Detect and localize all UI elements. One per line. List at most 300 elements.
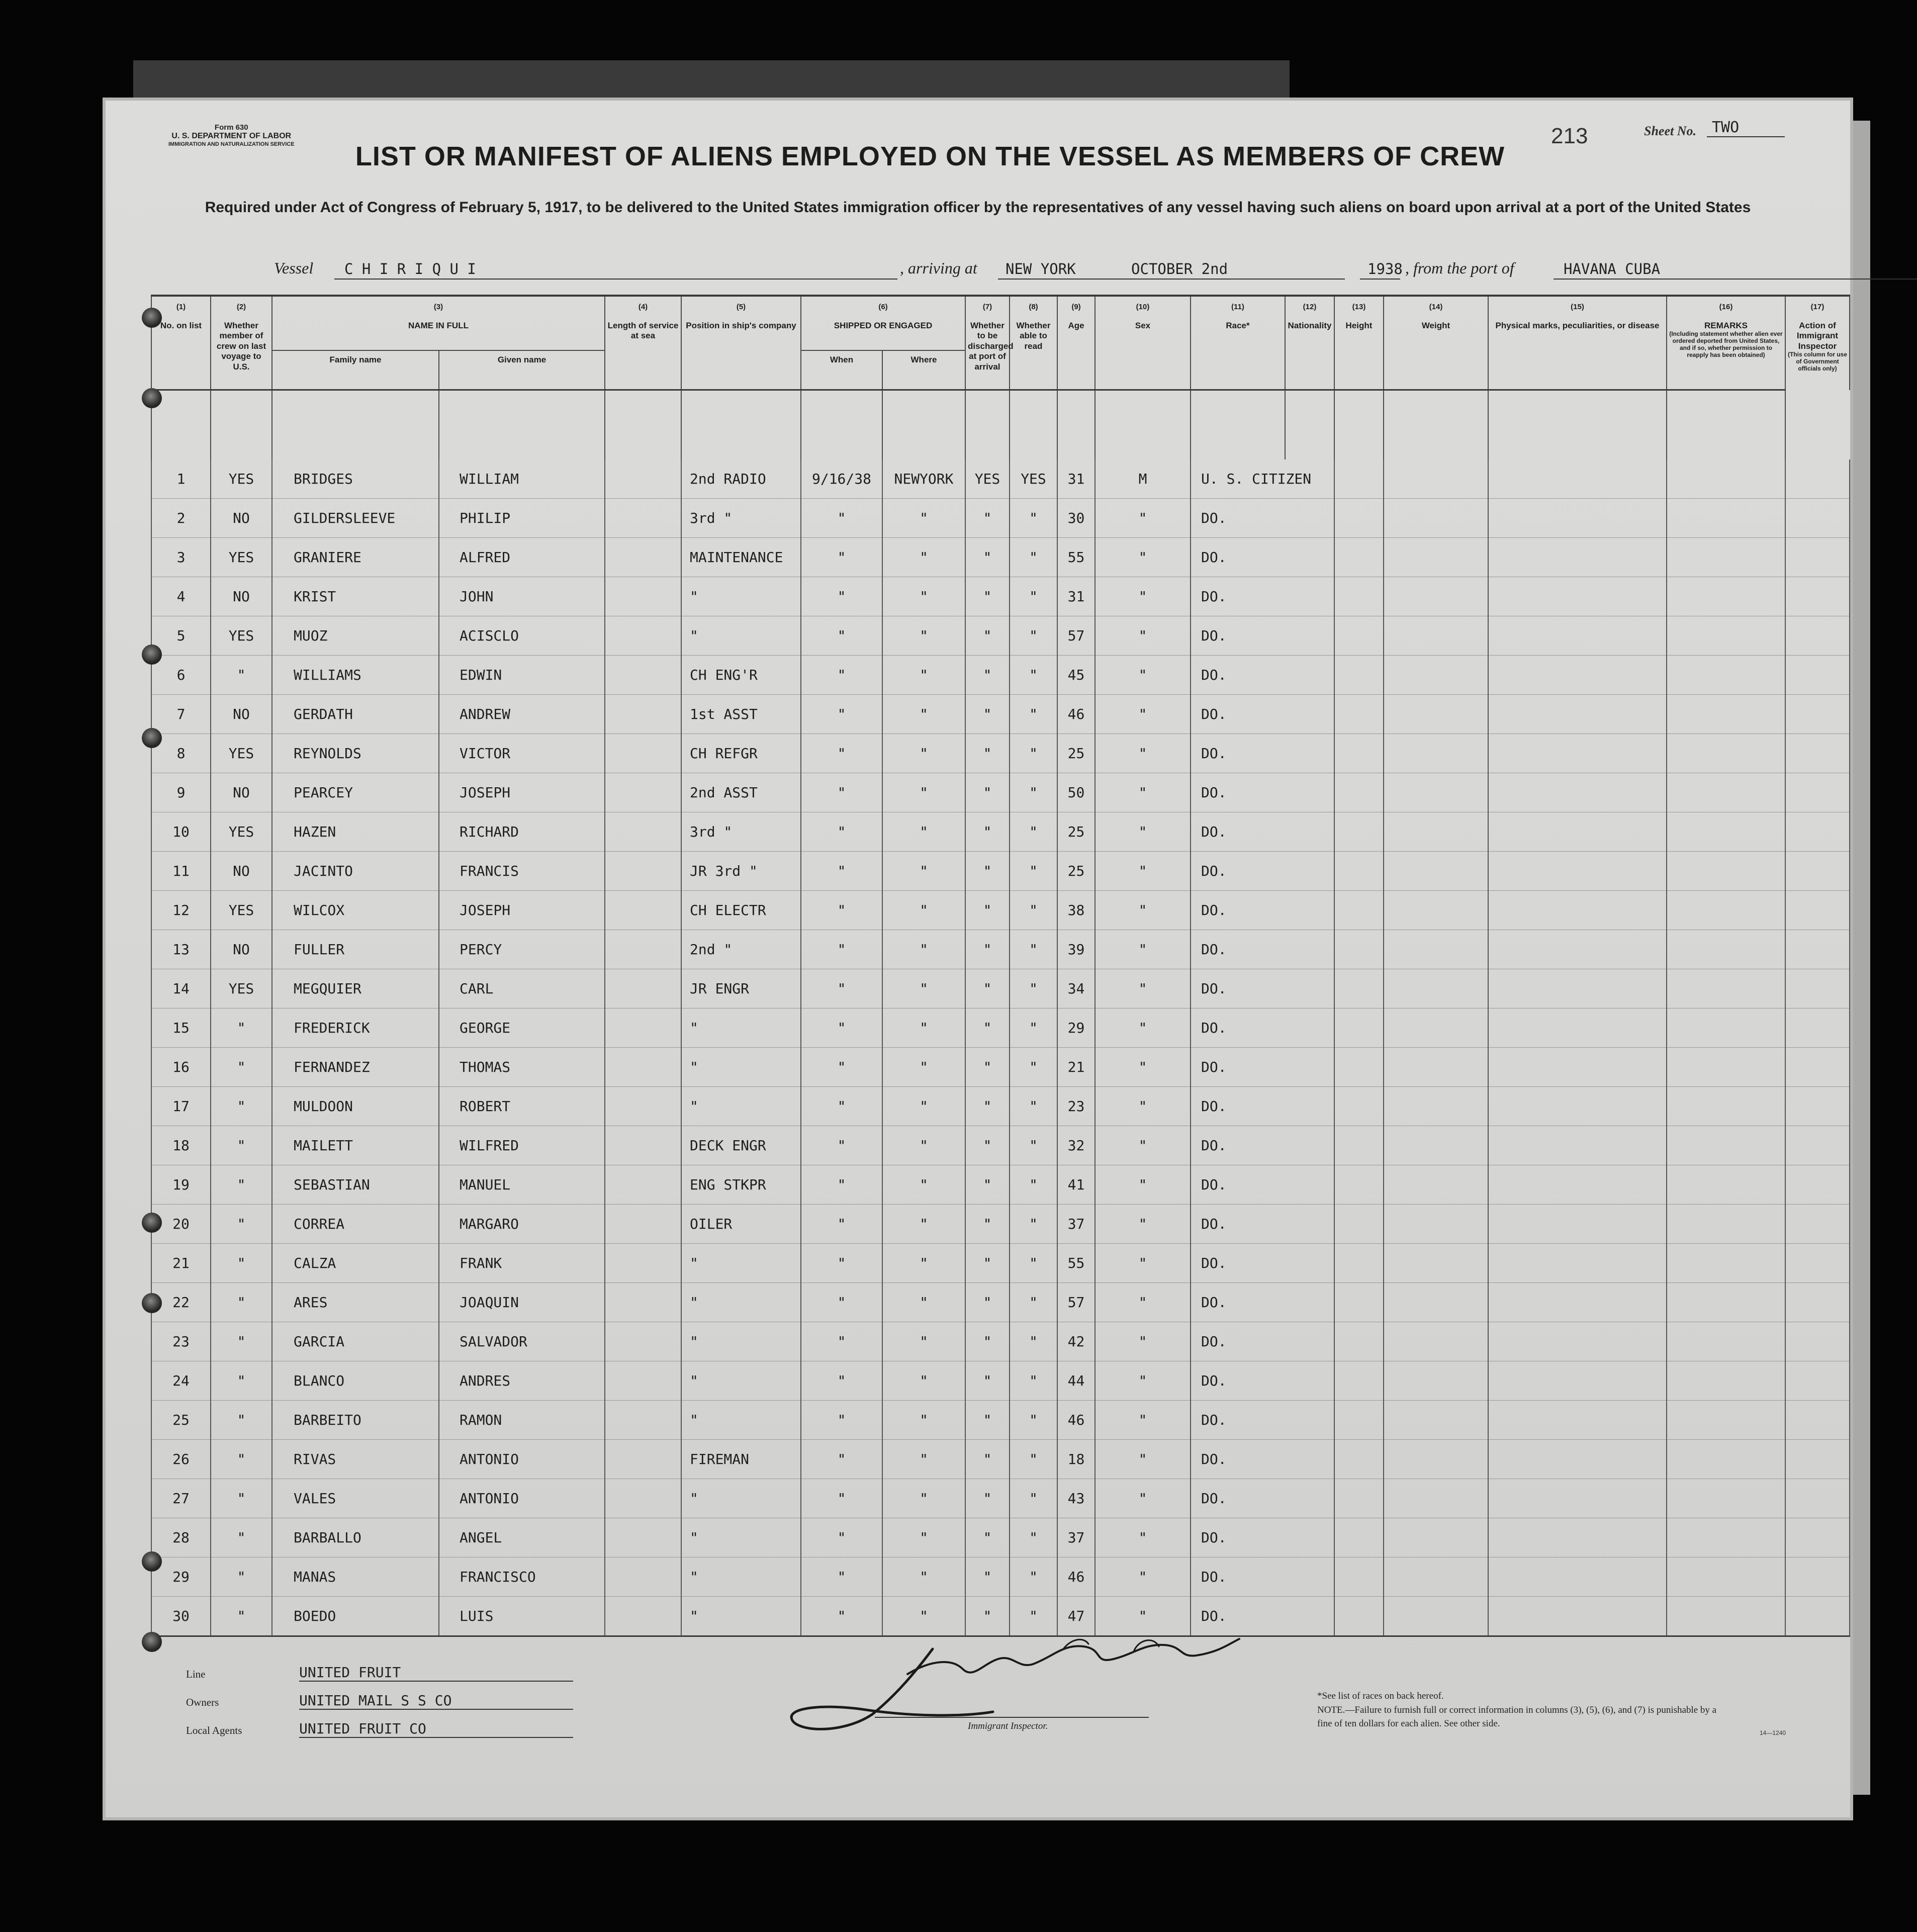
sex-cell: " [1095,1557,1191,1597]
remarks-cell [1667,1126,1785,1165]
arrival-year: 1938 [1367,260,1403,278]
physical-marks-cell [1488,1440,1667,1479]
scan-background-strip [133,60,1290,103]
inspector-action-cell [1785,459,1850,499]
shipped-when-cell: " [801,1283,882,1322]
shipped-when-cell: " [801,1479,882,1518]
physical-marks-cell [1488,930,1667,969]
column-number: (7) [965,296,1010,317]
given-name-header: Given name [439,350,605,390]
table-row [151,930,1850,969]
inspector-action-cell [1785,1518,1850,1557]
height-header: Height [1334,317,1384,390]
footer-note [1317,1689,1729,1731]
list-number-cell: 8 [151,734,211,773]
age-cell: 31 [1057,459,1095,499]
position-cell: 3rd " [681,812,801,852]
weight-cell [1384,1440,1488,1479]
arrival-port: NEW YORK [1006,260,1076,278]
list-number-cell: 7 [151,695,211,734]
family-name-cell: BARBEITO [272,1401,439,1440]
member-of-crew-cell: " [211,1126,272,1165]
race-cell: DO. [1191,1322,1334,1361]
remarks-cell [1667,499,1785,538]
column-number: (8) [1010,296,1057,317]
age-cell: 57 [1057,1283,1095,1322]
when-header: When [801,350,882,390]
position-cell: " [681,1557,801,1597]
able-to-read-cell: " [1010,499,1057,538]
length-of-service-cell [605,969,681,1008]
sex-cell: " [1095,969,1191,1008]
able-to-read-cell: " [1010,891,1057,930]
given-name-cell: ANDREW [439,695,605,734]
sex-cell: " [1095,1283,1191,1322]
family-name-cell: MANAS [272,1557,439,1597]
remarks-cell [1667,459,1785,499]
shipped-when-cell: " [801,616,882,656]
race-header: Race* [1191,317,1285,390]
position-cell: " [681,1087,801,1126]
shipped-where-cell: " [882,616,965,656]
position-cell: JR ENGR [681,969,801,1008]
shipped-where-cell: " [882,577,965,616]
line-label: Line [186,1668,206,1680]
table-row [151,812,1850,852]
sex-cell: " [1095,616,1191,656]
sex-header: Sex [1095,317,1191,390]
inspector-action-cell [1785,1479,1850,1518]
family-name-cell: REYNOLDS [272,734,439,773]
shipped-where-cell: " [882,773,965,812]
shipped-where-cell: " [882,1205,965,1244]
physical-marks-cell [1488,1479,1667,1518]
member-of-crew-cell: " [211,1401,272,1440]
given-name-cell: EDWIN [439,656,605,695]
weight-cell [1384,459,1488,499]
position-cell: " [681,1597,801,1636]
column-number: (2) [211,296,272,317]
list-number-cell: 13 [151,930,211,969]
column-number: (10) [1095,296,1191,317]
given-name-cell: JOHN [439,577,605,616]
list-number-cell: 2 [151,499,211,538]
height-cell [1334,1048,1384,1087]
to-be-discharged-cell: " [965,656,1010,695]
race-cell: DO. [1191,1479,1334,1518]
inspector-action-cell [1785,616,1850,656]
position-cell: " [681,1518,801,1557]
able-to-read-cell: " [1010,812,1057,852]
sex-cell: " [1095,1361,1191,1401]
shipped-where-cell: " [882,1087,965,1126]
list-number-cell: 25 [151,1401,211,1440]
action-note: (This column for use of Government officials only) [1788,351,1848,372]
race-cell: DO. [1191,1557,1334,1597]
family-name-cell: BRIDGES [272,459,439,499]
shipped-when-cell: " [801,734,882,773]
physical-marks-cell [1488,891,1667,930]
age-cell: 57 [1057,616,1095,656]
inspector-action-cell [1785,1008,1850,1048]
remarks-note: (Including statement whether alien ever ordered deported from United States, and if so, whether permission to reapply has been obtained) [1669,330,1783,358]
nationality-header: Nationality [1285,317,1334,390]
height-cell [1334,1283,1384,1322]
shipped-where-cell: " [882,1126,965,1165]
shipped-when-cell: " [801,1205,882,1244]
weight-cell [1384,538,1488,577]
to-be-discharged-cell: " [965,812,1010,852]
sex-cell: " [1095,891,1191,930]
length-of-service-cell [605,1205,681,1244]
race-cell: DO. [1191,616,1334,656]
given-name-cell: CARL [439,969,605,1008]
shipped-where-cell: " [882,538,965,577]
height-cell [1334,1479,1384,1518]
inspector-action-cell [1785,1401,1850,1440]
remarks-title: REMARKS [1704,321,1748,330]
column-number: (1) [151,296,211,317]
able-to-read-cell: " [1010,1518,1057,1557]
given-name-cell: ANGEL [439,1518,605,1557]
table-row [151,1126,1850,1165]
age-cell: 25 [1057,734,1095,773]
position-cell: " [681,577,801,616]
physical-marks-cell [1488,969,1667,1008]
weight-cell [1384,852,1488,891]
able-to-read-cell: " [1010,1205,1057,1244]
weight-cell [1384,1283,1488,1322]
physical-marks-cell [1488,812,1667,852]
member-of-crew-cell: " [211,1048,272,1087]
shipped-where-cell: " [882,1440,965,1479]
list-number-cell: 5 [151,616,211,656]
race-cell: DO. [1191,1440,1334,1479]
to-be-discharged-cell: " [965,1479,1010,1518]
race-cell: DO. [1191,1361,1334,1401]
sex-cell: " [1095,930,1191,969]
column-number: (5) [681,296,801,317]
remarks-cell [1667,1597,1785,1636]
sex-cell: " [1095,538,1191,577]
sex-cell: " [1095,773,1191,812]
age-cell: 46 [1057,1401,1095,1440]
table-row [151,1322,1850,1361]
race-cell: DO. [1191,1126,1334,1165]
weight-cell [1384,499,1488,538]
table-row [151,773,1850,812]
inspector-action-cell [1785,891,1850,930]
table-row [151,1087,1850,1126]
remarks-cell [1667,656,1785,695]
form-code: 14—1240 [1760,1729,1786,1736]
family-name-cell: MUOZ [272,616,439,656]
length-of-service-cell [605,1322,681,1361]
family-name-cell: GARCIA [272,1322,439,1361]
height-cell [1334,969,1384,1008]
shipped-when-cell: " [801,1244,882,1283]
length-of-service-cell [605,930,681,969]
list-number-cell: 29 [151,1557,211,1597]
document-title: LIST OR MANIFEST OF ALIENS EMPLOYED ON THE VESSEL AS MEMBERS OF CREW [355,141,1505,171]
to-be-discharged-cell: " [965,538,1010,577]
age-cell: 21 [1057,1048,1095,1087]
inspector-action-cell [1785,734,1850,773]
length-of-service-cell [605,656,681,695]
to-be-discharged-cell: " [965,1205,1010,1244]
list-number-cell: 18 [151,1126,211,1165]
weight-cell [1384,1479,1488,1518]
owners-label: Owners [186,1696,219,1708]
age-cell: 29 [1057,1008,1095,1048]
weight-cell [1384,1322,1488,1361]
inspector-signature [782,1629,1264,1734]
shipped-when-cell: " [801,1008,882,1048]
table-row [151,1205,1850,1244]
length-of-service-cell [605,1440,681,1479]
shipped-where-cell: " [882,1244,965,1283]
shipped-when-cell: " [801,1322,882,1361]
inspector-action-cell [1785,969,1850,1008]
weight-cell [1384,1126,1488,1165]
shipped-when-cell: " [801,1048,882,1087]
age-cell: 34 [1057,969,1095,1008]
age-cell: 37 [1057,1205,1095,1244]
table-row [151,1440,1850,1479]
member-of-crew-cell: YES [211,459,272,499]
height-cell [1334,1557,1384,1597]
height-cell [1334,616,1384,656]
height-cell [1334,1165,1384,1205]
to-be-discharged-cell: " [965,734,1010,773]
weight-cell [1384,616,1488,656]
sex-cell: " [1095,1048,1191,1087]
to-be-discharged-cell: " [965,852,1010,891]
race-cell: DO. [1191,499,1334,538]
list-number-cell: 6 [151,656,211,695]
table-row [151,1361,1850,1401]
sex-cell: " [1095,1597,1191,1636]
to-be-discharged-cell: " [965,1087,1010,1126]
able-to-read-cell: " [1010,1008,1057,1048]
local-agents-value: UNITED FRUIT CO [299,1720,573,1738]
family-name-cell: SEBASTIAN [272,1165,439,1205]
able-to-read-cell: " [1010,773,1057,812]
height-cell [1334,773,1384,812]
weight-cell [1384,1008,1488,1048]
inspector-action-cell [1785,499,1850,538]
able-to-read-cell: " [1010,1557,1057,1597]
column-number: (16) [1667,296,1785,317]
length-of-service-cell [605,577,681,616]
table-row [151,656,1850,695]
to-be-discharged-cell: " [965,1322,1010,1361]
race-cell: DO. [1191,1597,1334,1636]
given-name-cell: WILFRED [439,1126,605,1165]
race-cell: DO. [1191,812,1334,852]
remarks-cell [1667,1440,1785,1479]
physical-marks-cell [1488,1322,1667,1361]
member-of-crew-cell: " [211,1244,272,1283]
inspector-action-cell [1785,1048,1850,1087]
position-cell: OILER [681,1205,801,1244]
inspector-action-cell [1785,852,1850,891]
physical-marks-cell [1488,1126,1667,1165]
inspector-label: Immigrant Inspector. [968,1721,1048,1731]
remarks-cell [1667,852,1785,891]
family-name-cell: MULDOON [272,1087,439,1126]
length-of-service-cell [605,459,681,499]
inspector-action-cell [1785,577,1850,616]
sheet-number: TWO [1707,119,1785,137]
remarks-cell [1667,1322,1785,1361]
given-name-cell: FRANCIS [439,852,605,891]
height-cell [1334,891,1384,930]
able-to-read-cell: " [1010,538,1057,577]
age-cell: 42 [1057,1322,1095,1361]
given-name-cell: RICHARD [439,812,605,852]
vessel-name: C H I R I Q U I [344,260,476,278]
races-note: *See list of races on back hereof. [1317,1691,1444,1701]
shipped-when-cell: " [801,538,882,577]
remarks-cell [1667,1165,1785,1205]
shipped-where-cell: " [882,1479,965,1518]
member-of-crew-cell: " [211,1087,272,1126]
length-of-service-cell [605,538,681,577]
list-number-cell: 4 [151,577,211,616]
position-cell: 2nd RADIO [681,459,801,499]
family-name-cell: HAZEN [272,812,439,852]
position-cell: " [681,1244,801,1283]
family-name-cell: MAILETT [272,1126,439,1165]
to-be-discharged-cell: " [965,1126,1010,1165]
able-to-read-cell: " [1010,1165,1057,1205]
shipped-when-cell: " [801,1361,882,1401]
given-name-cell: PHILIP [439,499,605,538]
given-name-cell: RAMON [439,1401,605,1440]
inspector-action-cell [1785,1244,1850,1283]
given-name-cell: MANUEL [439,1165,605,1205]
able-to-read-cell: " [1010,930,1057,969]
inspector-action-cell [1785,1440,1850,1479]
sex-cell: " [1095,1008,1191,1048]
to-be-discharged-cell: " [965,1244,1010,1283]
height-cell [1334,1008,1384,1048]
age-cell: 47 [1057,1597,1095,1636]
position-cell: " [681,1479,801,1518]
able-to-read-cell: " [1010,1401,1057,1440]
to-be-discharged-cell: " [965,969,1010,1008]
sex-cell: " [1095,1205,1191,1244]
table-row [151,499,1850,538]
able-to-read-cell: " [1010,1440,1057,1479]
family-name-cell: BLANCO [272,1361,439,1401]
length-of-service-cell [605,1479,681,1518]
column-number: (3) [272,296,605,317]
member-of-crew-cell: " [211,1165,272,1205]
service-name: IMMIGRATION AND NATURALIZATION SERVICE [168,141,295,147]
member-of-crew-cell: NO [211,577,272,616]
department-name: U. S. DEPARTMENT OF LABOR [171,132,292,141]
shipped-when-cell: " [801,499,882,538]
weight-cell [1384,1205,1488,1244]
vessel-label: Vessel [274,259,314,277]
shipped-where-cell: " [882,930,965,969]
name-in-full-header: NAME IN FULL [272,317,605,350]
member-of-crew-cell: NO [211,852,272,891]
able-to-read-cell: " [1010,1361,1057,1401]
able-to-read-cell: " [1010,734,1057,773]
list-number-cell: 27 [151,1479,211,1518]
discharged-header: Whether to be discharged at port of arrival [965,317,1010,390]
given-name-cell: ACISCLO [439,616,605,656]
header-spacer-row [151,390,1850,460]
given-name-cell: ROBERT [439,1087,605,1126]
to-be-discharged-cell: " [965,1283,1010,1322]
able-to-read-cell: " [1010,1322,1057,1361]
race-cell: DO. [1191,852,1334,891]
shipped-when-cell: " [801,1126,882,1165]
length-of-service-cell [605,1518,681,1557]
height-cell [1334,459,1384,499]
member-of-crew-cell: " [211,1597,272,1636]
remarks-cell [1667,1008,1785,1048]
race-cell: DO. [1191,1165,1334,1205]
given-name-cell: ANTONIO [439,1440,605,1479]
shipped-where-cell: " [882,1048,965,1087]
able-to-read-cell: " [1010,1283,1057,1322]
remarks-cell [1667,1205,1785,1244]
age-cell: 46 [1057,1557,1095,1597]
list-number-cell: 15 [151,1008,211,1048]
able-to-read-cell: " [1010,656,1057,695]
shipped-where-cell: " [882,1597,965,1636]
member-of-crew-cell: " [211,1283,272,1322]
action-header [1785,317,1850,390]
physical-marks-cell [1488,1361,1667,1401]
action-title: Action of Immigrant Inspector [1796,321,1839,351]
sex-cell: " [1095,1087,1191,1126]
physical-marks-cell [1488,1048,1667,1087]
age-cell: 30 [1057,499,1095,538]
position-cell: CH ELECTR [681,891,801,930]
inspector-action-cell [1785,1597,1850,1636]
list-number-cell: 10 [151,812,211,852]
family-name-cell: CALZA [272,1244,439,1283]
table-row [151,969,1850,1008]
length-of-service-cell [605,1361,681,1401]
length-of-service-cell [605,1597,681,1636]
member-of-crew-cell: YES [211,969,272,1008]
race-cell: DO. [1191,1008,1334,1048]
position-cell: " [681,1283,801,1322]
able-to-read-cell: " [1010,1479,1057,1518]
shipped-when-cell: " [801,969,882,1008]
position-cell: " [681,1322,801,1361]
age-cell: 18 [1057,1440,1095,1479]
penalty-note: NOTE.—Failure to furnish full or correct information in columns (3), (5), (6), and (7) is punishable by a fine of ten dollars for each alien. See other side. [1317,1704,1717,1729]
inspector-action-cell [1785,1322,1850,1361]
physical-marks-cell [1488,459,1667,499]
able-to-read-cell: " [1010,695,1057,734]
shipped-where-cell: " [882,734,965,773]
table-row [151,1401,1850,1440]
family-name-header: Family name [272,350,439,390]
inspector-action-cell [1785,695,1850,734]
no-on-list-header: No. on list [151,317,211,390]
remarks-cell [1667,773,1785,812]
shipped-where-cell: " [882,1322,965,1361]
